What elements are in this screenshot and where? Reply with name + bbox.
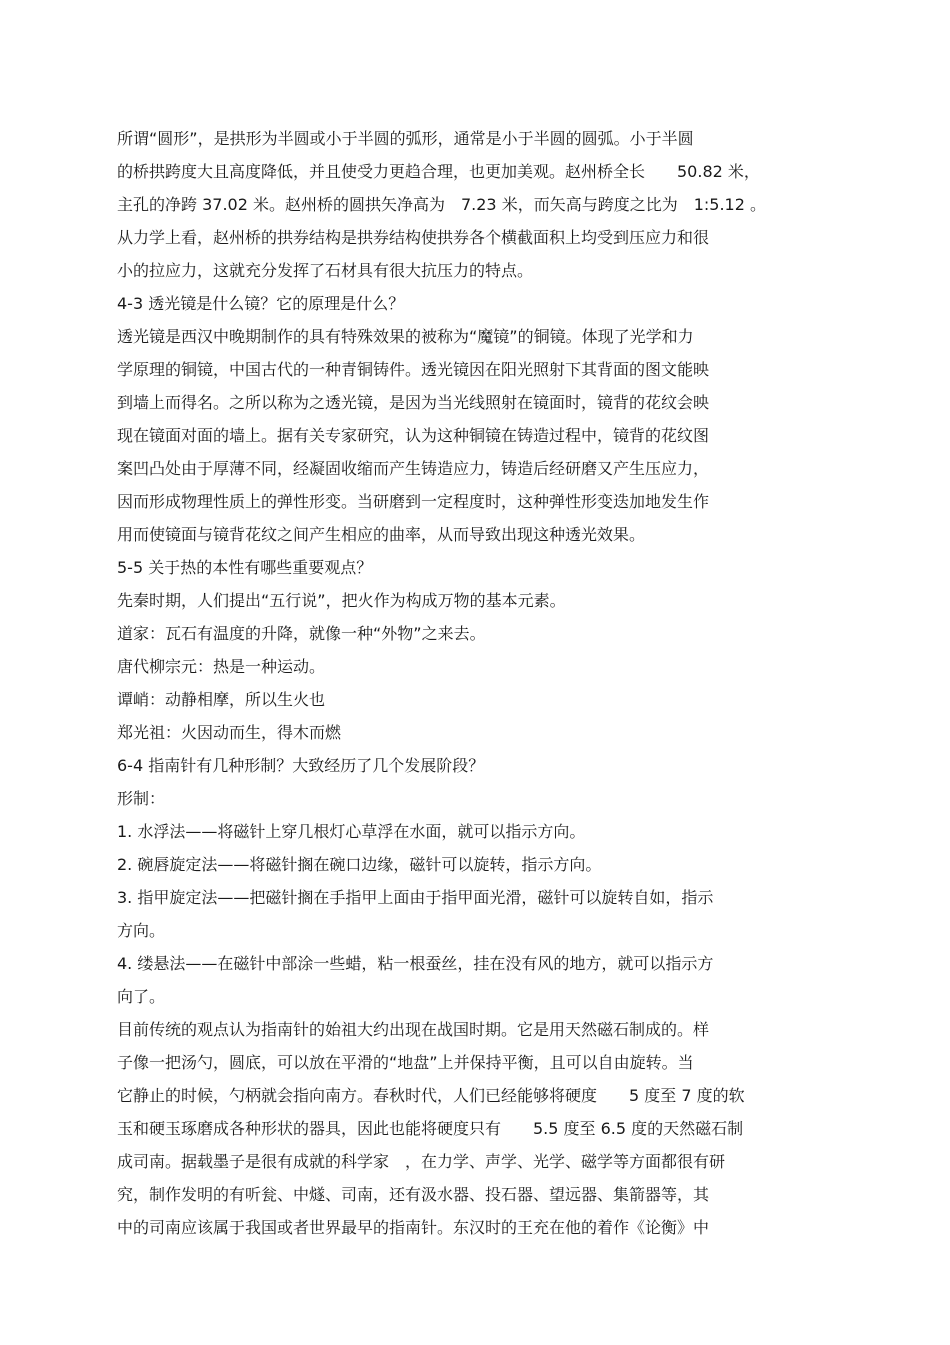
text-line: 形制：: [117, 789, 166, 808]
text-line: 用而使镜面与镜背花纹之间产生相应的曲率，从而导致出现这种透光效果。: [117, 525, 646, 544]
text-line: 因而形成物理性质上的弹性形变。当研磨到一定程度时，这种弹性形变迭加地发生作: [117, 492, 710, 511]
text-line: 先秦时期，人们提出“五行说”，把火作为构成万物的基本元素。: [117, 591, 566, 610]
text-line: 道家：瓦石有温度的升降，就像一种“外物”之来去。: [117, 624, 486, 643]
list-item: 方向。: [117, 921, 166, 940]
text-line: 究，制作发明的有听瓮、中燧、司南，还有汲水器、投石器、望远器、集箭器等，其: [117, 1185, 710, 1204]
text-line: 主孔的净跨 37.02 米。赵州桥的圆拱矢净高为 7.23 米，而矢高与跨度之比为 1:5.12 。: [117, 195, 766, 214]
text-line: 从力学上看，赵州桥的拱券结构是拱券结构使拱券各个横截面积上均受到压应力和很: [117, 228, 710, 247]
section-heading: 6-4 指南针有几种形制？大致经历了几个发展阶段？: [117, 756, 485, 775]
text-line: 中的司南应该属于我国或者世界最早的指南针。东汉时的王充在他的着作《论衡》中: [117, 1218, 710, 1237]
list-item: 2. 碗唇旋定法——将磁针搁在碗口边缘，磁针可以旋转，指示方向。: [117, 855, 602, 874]
list-item: 3. 指甲旋定法——把磁针搁在手指甲上面由于指甲面光滑，磁针可以旋转自如，指示: [117, 888, 714, 907]
text-line: 透光镜是西汉中晚期制作的具有特殊效果的被称为“魔镜”的铜镜。体现了光学和力: [117, 327, 694, 346]
text-line: 所谓“圆形”，是拱形为半圆或小于半圆的弧形，通常是小于半圆的圆弧。小于半圆: [117, 129, 694, 148]
text-line: 目前传统的观点认为指南针的始祖大约出现在战国时期。它是用天然磁石制成的。样: [117, 1020, 710, 1039]
text-line: 现在镜面对面的墙上。据有关专家研究，认为这种铜镜在铸造过程中，镜背的花纹图: [117, 426, 710, 445]
list-item: 1. 水浮法——将磁针上穿几根灯心草浮在水面，就可以指示方向。: [117, 822, 586, 841]
list-item: 4. 缕悬法——在磁针中部涂一些蜡，粘一根蚕丝，挂在没有风的地方，就可以指示方: [117, 954, 714, 973]
text-line: 子像一把汤勺，圆底，可以放在平滑的“地盘”上并保持平衡，且可以自由旋转。当: [117, 1053, 694, 1072]
text-line: 成司南。据载墨子是很有成就的科学家 ，在力学、声学、光学、磁学等方面都很有研: [117, 1152, 726, 1171]
section-heading: 5-5 关于热的本性有哪些重要观点？: [117, 558, 373, 577]
body-text: [117, 122, 857, 1244]
text-line: 郑光祖：火因动而生，得木而燃: [117, 723, 342, 742]
text-line: 到墙上而得名。之所以称为之透光镜，是因为当光线照射在镜面时，镜背的花纹会映: [117, 393, 710, 412]
list-item: 向了。: [117, 987, 166, 1006]
text-line: 案凹凸处由于厚薄不同，经凝固收缩而产生铸造应力，铸造后经研磨又产生压应力，: [117, 459, 710, 478]
text-line: 它静止的时候，勺柄就会指向南方。春秋时代，人们已经能够将硬度 5 度至 7 度的软: [117, 1086, 745, 1105]
text-line: 唐代柳宗元：热是一种运动。: [117, 657, 326, 676]
text-line: 学原理的铜镜，中国古代的一种青铜铸件。透光镜因在阳光照射下其背面的图文能映: [117, 360, 710, 379]
section-heading: 4-3 透光镜是什么镜？它的原理是什么？: [117, 294, 405, 313]
text-line: 玉和硬玉琢磨成各种形状的器具，因此也能将硬度只有 5.5 度至 6.5 度的天然磁石制: [117, 1119, 744, 1138]
text-line: 小的拉应力，这就充分发挥了石材具有很大抗压力的特点。: [117, 261, 534, 280]
text-line: 谭峭：动静相摩，所以生火也: [117, 690, 326, 709]
text-line: 的桥拱跨度大且高度降低，并且使受力更趋合理，也更加美观。赵州桥全长 50.82 米，: [117, 162, 760, 181]
